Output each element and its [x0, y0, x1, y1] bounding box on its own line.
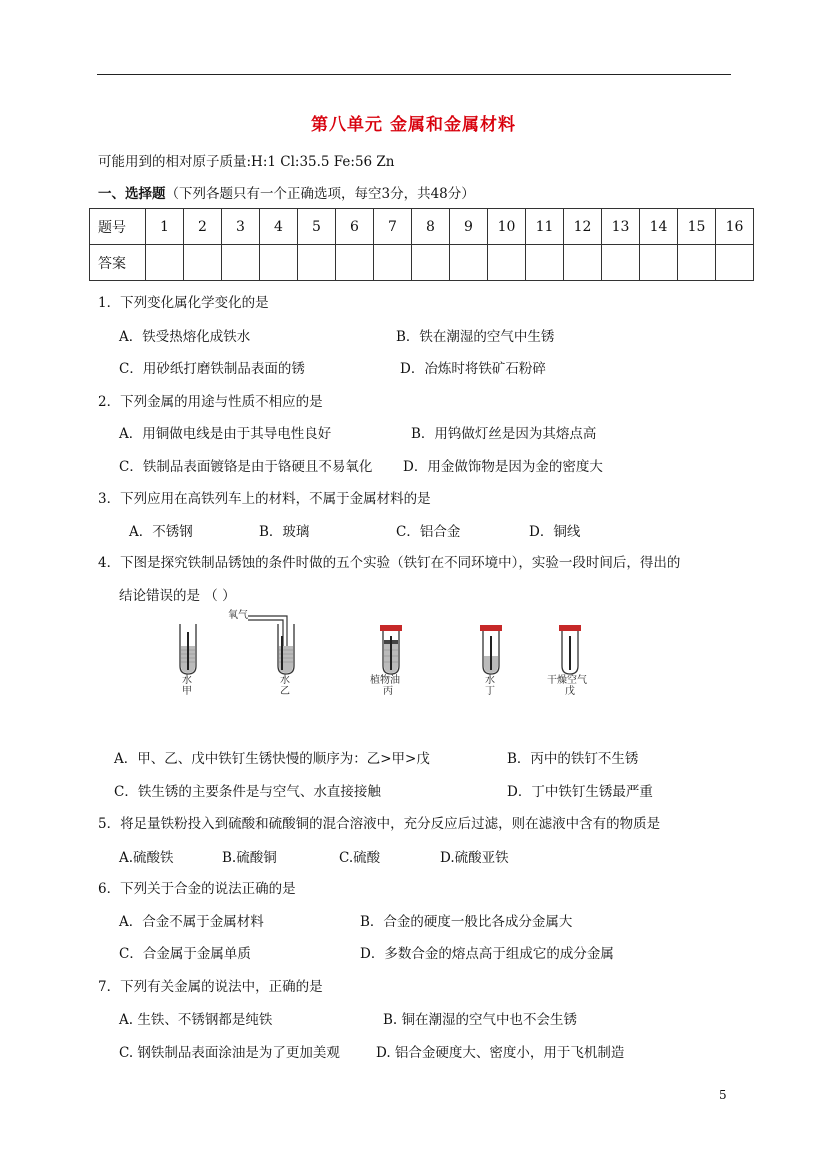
answer-table	[89, 208, 754, 281]
oxygen-label: 氧气	[228, 610, 248, 621]
q2-option-d: D．用金做饰物是因为金的密度大	[403, 459, 603, 475]
page-number: 5	[719, 1088, 727, 1102]
question-4-stem-continued: 结论错误的是 （ ）	[119, 588, 236, 604]
q5-option-c: C.硫酸	[339, 850, 381, 866]
answer-table-answer-row	[90, 245, 754, 281]
answer-cell[interactable]	[678, 245, 716, 281]
answer-cell[interactable]	[488, 245, 526, 281]
q7-option-d: D. 铝合金硬度大、密度小，用于飞机制造	[376, 1045, 625, 1061]
tube-ding-name: 丁	[485, 686, 495, 697]
question-number-cell: 10	[488, 209, 526, 245]
question-3-stem: 3．下列应用在高铁列车上的材料，不属于金属材料的是	[98, 491, 431, 507]
q6-option-c: C．合金属于金属单质	[119, 946, 251, 962]
rust-experiment-figure	[170, 606, 630, 698]
test-tube-jia	[180, 624, 196, 697]
answer-cell[interactable]	[222, 245, 260, 281]
question-6-stem: 6．下列关于合金的说法正确的是	[98, 881, 296, 897]
q5-option-d: D.硫酸亚铁	[440, 850, 509, 866]
test-tube-bing	[370, 625, 402, 697]
test-tube-wu	[547, 625, 587, 697]
q1-option-a: A．铁受热熔化成铁水	[119, 329, 251, 345]
row-label-number: 题号	[90, 209, 146, 245]
q3-option-b: B．玻璃	[259, 524, 310, 540]
q4-option-a: A．甲、乙、戊中铁钉生锈快慢的顺序为：乙>甲>戊	[114, 751, 430, 767]
q6-option-d: D．多数合金的熔点高于组成它的成分金属	[360, 946, 614, 962]
tube-yi-name: 乙	[280, 686, 290, 697]
q4-option-c: C．铁生锈的主要条件是与空气、水直接接触	[114, 784, 381, 800]
answer-cell[interactable]	[336, 245, 374, 281]
section-heading-note: （下列各题只有一个正确选项，每空3分，共48分）	[165, 186, 475, 202]
question-number-cell: 8	[412, 209, 450, 245]
q4-option-b: B．丙中的铁钉不生锈	[507, 751, 639, 767]
question-2-stem: 2．下列金属的用途与性质不相应的是	[98, 394, 323, 410]
tube-yi-content: 水	[280, 675, 290, 686]
tube-bing-content: 植物油	[370, 675, 400, 686]
answer-cell[interactable]	[564, 245, 602, 281]
answer-cell[interactable]	[298, 245, 336, 281]
q7-option-c: C. 钢铁制品表面涂油是为了更加美观	[119, 1045, 340, 1061]
question-number-cell: 14	[640, 209, 678, 245]
q2-option-a: A．用铜做电线是由于其导电性良好	[119, 426, 332, 442]
header-rule	[97, 74, 731, 75]
row-label-answer: 答案	[90, 245, 146, 281]
tube-jia-name: 甲	[182, 686, 192, 697]
q5-option-a: A.硫酸铁	[119, 850, 174, 866]
q2-option-b: B．用钨做灯丝是因为其熔点高	[411, 426, 597, 442]
q6-option-a: A．合金不属于金属材料	[119, 914, 264, 930]
q2-option-c: C．铁制品表面镀铬是由于铬硬且不易氧化	[119, 459, 373, 475]
section-heading	[98, 182, 475, 202]
answer-table-number-row	[90, 209, 754, 245]
q5-option-b: B.硫酸铜	[222, 850, 277, 866]
q1-option-c: C．用砂纸打磨铁制品表面的锈	[119, 361, 305, 377]
q3-option-c: C．铝合金	[396, 524, 461, 540]
question-number-cell: 1	[146, 209, 184, 245]
tube-wu-content: 干燥空气	[547, 675, 587, 686]
q4-option-d: D．丁中铁钉生锈最严重	[507, 784, 653, 800]
question-number-cell: 4	[260, 209, 298, 245]
test-tube-ding	[480, 625, 502, 697]
question-number-cell: 12	[564, 209, 602, 245]
tube-bing-name: 丙	[383, 686, 393, 697]
question-number-cell: 2	[184, 209, 222, 245]
unit-title: 第八单元 金属和金属材料	[311, 115, 516, 135]
answer-cell[interactable]	[184, 245, 222, 281]
section-heading-title: 一、选择题	[98, 186, 166, 202]
answer-cell[interactable]	[526, 245, 564, 281]
question-7-stem: 7．下列有关金属的说法中，正确的是	[98, 979, 323, 995]
question-number-cell: 3	[222, 209, 260, 245]
q6-option-b: B．合金的硬度一般比各成分金属大	[360, 914, 573, 930]
tube-wu-name: 戊	[565, 686, 575, 697]
q1-option-d: D．冶炼时将铁矿石粉碎	[400, 361, 546, 377]
question-number-cell: 11	[526, 209, 564, 245]
tube-ding-content: 水	[485, 675, 495, 686]
question-number-cell: 7	[374, 209, 412, 245]
question-number-cell: 6	[336, 209, 374, 245]
question-number-cell: 5	[298, 209, 336, 245]
question-1-stem: 1．下列变化属化学变化的是	[98, 295, 269, 311]
answer-cell[interactable]	[450, 245, 488, 281]
question-4-stem: 4．下图是探究铁制品锈蚀的条件时做的五个实验（铁钉在不同环境中），实验一段时间后，得出的	[98, 555, 681, 571]
answer-cell[interactable]	[146, 245, 184, 281]
atomic-mass-line: 可能用到的相对原子质量:H:1 Cl:35.5 Fe:56 Zn	[98, 154, 395, 170]
question-number-cell: 9	[450, 209, 488, 245]
answer-cell[interactable]	[412, 245, 450, 281]
question-number-cell: 15	[678, 209, 716, 245]
q3-option-d: D．铜线	[529, 524, 581, 540]
answer-cell[interactable]	[374, 245, 412, 281]
tube-jia-content: 水	[182, 675, 192, 686]
q1-option-b: B．铁在潮湿的空气中生锈	[396, 329, 555, 345]
q3-option-a: A．不锈钢	[129, 524, 193, 540]
answer-cell[interactable]	[716, 245, 754, 281]
question-5-stem: 5．将足量铁粉投入到硫酸和硫酸铜的混合溶液中，充分反应后过滤，则在滤液中含有的物质是	[98, 816, 661, 832]
question-number-cell: 13	[602, 209, 640, 245]
answer-cell[interactable]	[260, 245, 298, 281]
q7-option-a: A. 生铁、不锈钢都是纯铁	[119, 1012, 273, 1028]
question-number-cell: 16	[716, 209, 754, 245]
answer-cell[interactable]	[640, 245, 678, 281]
q7-option-b: B. 铜在潮湿的空气中也不会生锈	[383, 1012, 578, 1028]
answer-cell[interactable]	[602, 245, 640, 281]
test-tube-yi	[228, 608, 294, 697]
